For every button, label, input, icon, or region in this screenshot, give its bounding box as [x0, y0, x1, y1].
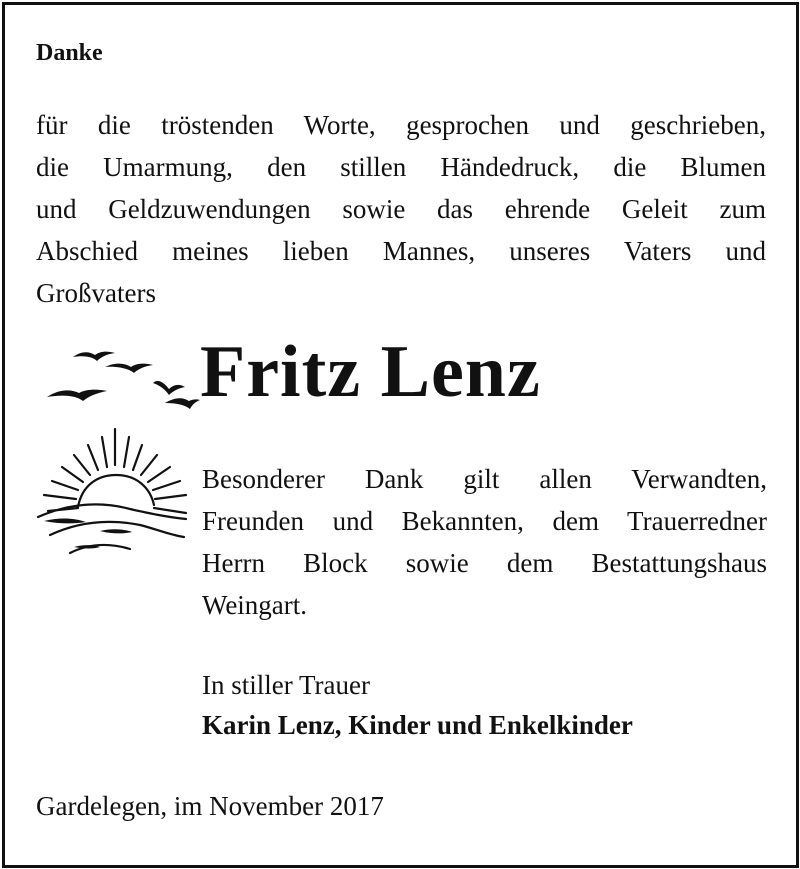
signers-line: Karin Lenz, Kinder und Enkelkinder [202, 710, 633, 740]
place-date-line: Gardelegen, im November 2017 [36, 791, 384, 821]
intro-line: Abschied meines lieben Mannes, unseres Vaters und [36, 236, 766, 266]
intro-paragraph [36, 104, 766, 314]
sunset-over-hills-icon [30, 425, 190, 560]
flying-birds-icon [45, 345, 200, 415]
thanks-line: Weingart. [202, 590, 308, 620]
intro-line: Großvaters [36, 278, 156, 308]
deceased-name: Fritz Lenz [200, 331, 541, 413]
thanks-line: Besonderer Dank gilt allen Verwandten, [202, 464, 767, 494]
intro-line: für die tröstenden Worte, gesprochen und geschrieben, [36, 110, 766, 140]
special-thanks-paragraph [202, 458, 767, 626]
notice-heading: Danke [36, 40, 103, 66]
intro-line: und Geldzuwendungen sowie das ehrende Geleit zum [36, 194, 766, 224]
intro-line: die Umarmung, den stillen Händedruck, die Blumen [36, 152, 766, 182]
mourning-line: In stiller Trauer [202, 670, 370, 700]
thanks-line: Freunden und Bekannten, dem Trauerredner [202, 506, 767, 536]
thanks-line: Herrn Block sowie dem Bestattungshaus [202, 548, 767, 578]
